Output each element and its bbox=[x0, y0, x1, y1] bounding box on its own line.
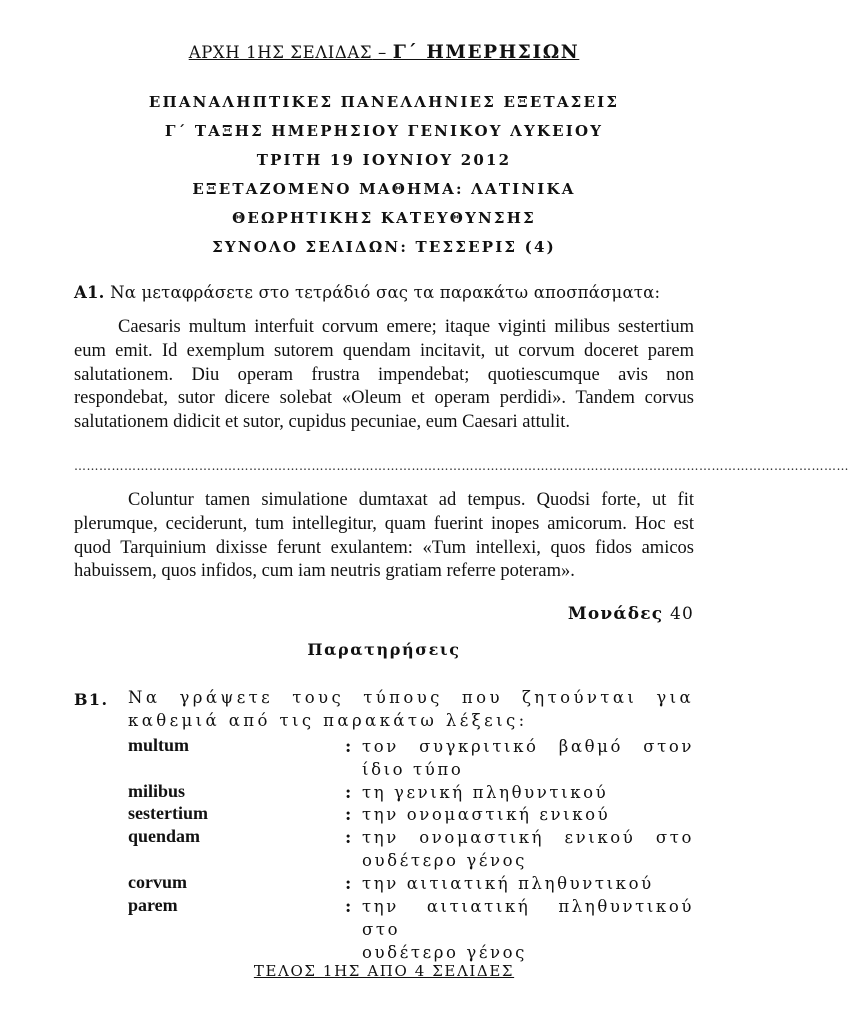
b1-colon: : bbox=[345, 737, 352, 757]
title-line: ΣΥΝΟΛΟ ΣΕΛΙΔΩΝ: ΤΕΣΣΕΡΙΣ (4) bbox=[212, 238, 556, 256]
b1-word: corvum bbox=[128, 872, 187, 892]
latin-passage-2: Coluntur tamen simulatione dumtaxat ad tempus. Quodsi forte, ut fit plerumque, ceciderunt, tum intellegitur, quam fuerint inopes amicorum. Hoc est quod Tarquinium dixisse ferunt exulantem: «Tum intellexi, quos fidos amicos habuissem, quos infidos, cum iam neutris gratiam referre poteram». bbox=[74, 490, 694, 582]
b1-colon: : bbox=[345, 897, 352, 917]
b1-colon: : bbox=[345, 805, 352, 825]
b1-word: milibus bbox=[128, 781, 186, 801]
b1-label: Β1. bbox=[74, 690, 109, 709]
title-line: ΤΡΙΤΗ 19 ΙΟΥΝΙΟΥ 2012 bbox=[256, 151, 512, 169]
b1-description-line: τον συγκριτικό βαθμό στον bbox=[362, 737, 694, 756]
b1-colon: : bbox=[345, 874, 352, 894]
points-value: 40 bbox=[669, 604, 694, 624]
b1-description-line: την ονομαστική ενικού στο bbox=[362, 828, 694, 847]
b1-description-line: την αιτιατική πληθυντικού στο bbox=[362, 897, 694, 939]
b1-colon: : bbox=[345, 828, 352, 848]
page-header bbox=[0, 42, 768, 63]
header-dash: – bbox=[372, 43, 393, 62]
b1-description bbox=[362, 735, 694, 781]
header-highlight: Γ΄ ΗΜΕΡΗΣΙΩΝ bbox=[392, 42, 580, 63]
b1-description-continuation: ουδέτερο γένος bbox=[362, 943, 528, 962]
title-line: ΕΠΑΝΑΛΗΠΤΙΚΕΣ ΠΑΝΕΛΛΗΝΙΕΣ ΕΞΕΤΑΣΕΙΣ bbox=[148, 93, 620, 111]
b1-description-continuation: ουδέτερο γένος bbox=[362, 851, 528, 870]
b1-description: τη γενική πληθυντικού bbox=[362, 783, 609, 802]
points-label: Μονάδες bbox=[567, 604, 664, 624]
a1-heading bbox=[74, 283, 660, 302]
dotted-separator: …………………………………………………………………………………………………………………………………………………………………… bbox=[74, 459, 849, 473]
b1-description bbox=[362, 826, 694, 872]
b1-description-continuation: ίδιο τύπο bbox=[362, 760, 464, 779]
b1-colon: : bbox=[345, 783, 352, 803]
latin-passage-1: Caesaris multum interfuit corvum emere; itaque viginti milibus sestertium eum emit. Id exemplum sutorem quendam incitavit, ut corvum doceret parem salutationem. Diu operam frustra impendebat; quotiescumque avis non respondebat, sutor dicere solebat «Oleum et operam perdidi». Tandem corvus salutationem didicit et sutor, cupidus pecuniae, eum Caesari attulit. bbox=[74, 317, 694, 433]
b1-description: την αιτιατική πληθυντικού bbox=[362, 874, 654, 893]
title-line: Γ΄ ΤΑΞΗΣ ΗΜΕΡΗΣΙΟΥ ΓΕΝΙΚΟΥ ΛΥΚΕΙΟΥ bbox=[164, 122, 604, 140]
b1-word: multum bbox=[128, 735, 190, 755]
title-line: ΕΞΕΤΑΖΟΜΕΝΟ ΜΑΘΗΜΑ: ΛΑΤΙΝΙΚΑ bbox=[192, 180, 576, 198]
b1-word: quendam bbox=[128, 826, 201, 846]
exam-title-block bbox=[0, 88, 768, 262]
a1-label: Α1. bbox=[74, 283, 105, 302]
b1-description: την ονομαστική ενικού bbox=[362, 805, 611, 824]
b1-prompt: Να γράψετε τους τύπους που ζητούνται για καθεμιά από τις παρακάτω λέξεις: bbox=[128, 688, 694, 730]
a1-instruction: Να μεταφράσετε στο τετράδιό σας τα παρακάτω αποσπάσματα: bbox=[104, 283, 661, 302]
b1-word: sestertium bbox=[128, 803, 208, 823]
b1-description bbox=[362, 895, 694, 964]
header-prefix: ΑΡΧΗ 1ΗΣ ΣΕΛΙΔΑΣ bbox=[188, 43, 373, 62]
title-line: ΘΕΩΡΗΤΙΚΗΣ ΚΑΤΕΥΘΥΝΣΗΣ bbox=[232, 209, 536, 227]
remarks-title: Παρατηρήσεις bbox=[307, 640, 461, 659]
b1-word: parem bbox=[128, 895, 178, 915]
page-footer: ΤΕΛΟΣ 1ΗΣ ΑΠΟ 4 ΣΕΛΙΔΕΣ bbox=[253, 962, 515, 980]
points bbox=[568, 604, 694, 624]
